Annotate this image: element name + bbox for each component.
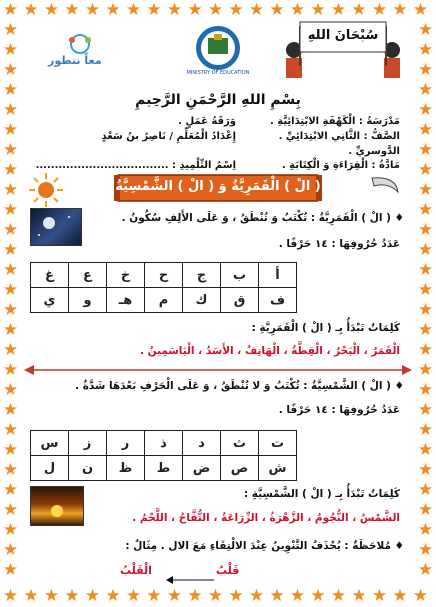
solar-words: الشَّمْسُ ، النُّجُومُ ، الزَّهْرَةُ ، الزِّرَاعَةُ ، التُّفَّاحُ ، اللَّحْمُ .: [132, 512, 400, 524]
star-icon: ★: [166, 586, 183, 606]
star-icon: ★: [412, 586, 429, 606]
star-icon: ★: [417, 220, 434, 240]
star-icon: ★: [125, 586, 142, 606]
star-icon: ★: [289, 586, 306, 606]
letter-cell: و: [69, 288, 107, 313]
star-icon: ★: [2, 586, 19, 606]
basmala: بِسْمِ اللهِ الرَّحْمَنِ الرَّحِيمِ: [135, 92, 301, 108]
letter-cell: ر: [107, 431, 145, 456]
letter-cell: ض: [183, 456, 221, 481]
star-icon: ★: [417, 300, 434, 320]
star-icon: ★: [105, 0, 121, 20]
letter-cell: غ: [31, 263, 69, 288]
star-icon: ★: [2, 440, 19, 460]
star-icon: ★: [2, 20, 19, 40]
lunar-rule: ♦ ( الْ ) الْقَمَرِيَّةُ : تُكْتَبُ وَ تُنْطَقُ ، وَ عَلَى الأَلِفِ سُكُونٌ .: [121, 212, 404, 224]
letter-cell: م: [145, 288, 183, 313]
star-icon: ★: [2, 40, 19, 60]
solar-rule: ♦ ( الْ ) الشَّمْسِيَّةُ : تُكْتَبُ وَ لا تُنْطَقُ ، وَ عَلَى الْحَرْفِ بَعْدَهَا شَدَّةٌ .: [75, 380, 404, 392]
letter-cell: خ: [107, 263, 145, 288]
star-icon: ★: [2, 200, 19, 220]
prepared-by: إِعْدَادُ الْمُعَلِّمِ / نَاصِرُ بنُ سَعْدٍ: [101, 131, 236, 142]
star-icon: ★: [371, 586, 388, 606]
letter-cell: هـ: [107, 288, 145, 313]
letter-cell: ل: [31, 456, 69, 481]
star-icon: ★: [417, 360, 434, 380]
letter-cell: ن: [69, 456, 107, 481]
star-icon: ★: [417, 140, 434, 160]
star-icon: ★: [417, 420, 434, 440]
letter-cell: س: [31, 431, 69, 456]
star-icon: ★: [417, 120, 434, 140]
moon-icon: [366, 174, 402, 204]
letter-cell: ق: [221, 288, 259, 313]
star-icon: ★: [417, 40, 434, 60]
letter-cell: أ: [259, 263, 297, 288]
table-row: [31, 288, 297, 313]
lunar-letters-table: [30, 262, 297, 313]
star-icon: ★: [417, 280, 434, 300]
star-icon: ★: [392, 0, 408, 20]
star-icon: ★: [2, 460, 19, 480]
section-divider: [24, 362, 412, 376]
solar-words-label: كَلِمَاتٌ تَبْدَأُ بِـ ( الْ ) الشَّمْسِيَّةِ :: [243, 488, 400, 500]
letter-cell: ث: [221, 431, 259, 456]
logo-maan-natatawar: [40, 30, 120, 70]
star-icon: ★: [2, 380, 19, 400]
star-icon: ★: [64, 586, 80, 606]
star-icon: ★: [248, 0, 265, 20]
star-icon: ★: [2, 340, 19, 360]
star-icon: ★: [417, 160, 434, 180]
star-icon: ★: [2, 0, 19, 20]
star-icon: ★: [330, 586, 347, 606]
star-icon: ★: [105, 586, 121, 606]
star-icon: ★: [417, 400, 434, 420]
table-row: [31, 431, 297, 456]
star-icon: ★: [2, 540, 19, 560]
star-icon: ★: [2, 240, 19, 260]
night-sky-image: [30, 208, 82, 246]
letter-cell: ص: [221, 456, 259, 481]
star-icon: ★: [2, 500, 19, 520]
lunar-count: عَدَدُ حُرُوفِهَا : ١٤ حَرْفًا .: [278, 238, 400, 250]
star-icon: ★: [2, 480, 19, 500]
school-name: مَدْرَسَةُ : الْكَهْفَةِ الابْتِدَائِيَّةِ .: [269, 116, 400, 127]
star-icon: ★: [2, 420, 19, 440]
star-icon: ★: [417, 540, 434, 560]
star-icon: ★: [417, 560, 434, 580]
star-icon: ★: [417, 460, 434, 480]
star-icon: ★: [248, 586, 265, 606]
star-icon: ★: [417, 20, 434, 40]
star-icon: ★: [43, 586, 60, 606]
student-name-field[interactable]: اِسْمُ التِّلْمِيذِ : ...................................: [35, 160, 236, 171]
letter-cell: ظ: [107, 456, 145, 481]
star-icon: ★: [207, 0, 224, 20]
star-icon: ★: [412, 0, 429, 20]
sunset-image: [30, 486, 84, 526]
solar-count: عَدَدُ حُرُوفِهَا : ١٤ حَرْفًا .: [278, 404, 400, 416]
lunar-words-label: كَلِمَاتٌ تَبْدَأُ بِـ ( الْ ) الْقَمَرِيَّةِ :: [251, 322, 400, 334]
letter-cell: ط: [145, 456, 183, 481]
star-icon: ★: [417, 520, 434, 540]
solar-letters-table: [30, 430, 297, 481]
star-icon: ★: [2, 520, 19, 540]
star-icon: ★: [23, 586, 39, 606]
letter-cell: ع: [69, 263, 107, 288]
subject: مَادَّةُ : الْقِرَاءَةِ وَ الْكِتَابَةِ .: [281, 160, 400, 171]
star-icon: ★: [207, 586, 224, 606]
note-text: ♦ مُلاحَظَةٌ : يُحْذَفُ التَّنْوِينُ عِنْدَ الالْتِقَاءِ مَعَ الال . مِثَالٌ :: [125, 540, 404, 552]
star-icon: ★: [2, 80, 19, 100]
star-icon: ★: [417, 440, 434, 460]
star-icon: ★: [2, 400, 19, 420]
letter-cell: ت: [259, 431, 297, 456]
note-example-to: الْقَلْبُ: [120, 564, 152, 577]
star-icon: ★: [371, 0, 388, 20]
star-icon: ★: [417, 480, 434, 500]
star-icon: ★: [228, 586, 244, 606]
sun-icon: [28, 172, 64, 208]
star-icon: ★: [417, 60, 434, 80]
star-icon: ★: [392, 586, 408, 606]
star-icon: ★: [289, 0, 306, 20]
star-icon: ★: [417, 240, 434, 260]
star-icon: ★: [64, 0, 80, 20]
letter-cell: ز: [69, 431, 107, 456]
note-example-from: قَلْبٌ: [216, 564, 240, 577]
star-icon: ★: [2, 300, 19, 320]
star-icon: ★: [417, 320, 434, 340]
star-icon: ★: [351, 586, 367, 606]
star-icon: ★: [351, 0, 367, 20]
star-icon: ★: [2, 60, 19, 80]
letter-cell: ج: [183, 263, 221, 288]
star-icon: ★: [2, 100, 19, 120]
star-icon: ★: [2, 320, 19, 340]
logo-text: معاً نتطور: [48, 54, 102, 67]
star-icon: ★: [23, 0, 39, 20]
star-icon: ★: [2, 120, 19, 140]
arrow-left-icon: [166, 570, 214, 580]
letter-cell: د: [183, 431, 221, 456]
star-icon: ★: [84, 586, 101, 606]
star-icon: ★: [417, 80, 434, 100]
letter-cell: ش: [259, 456, 297, 481]
letter-cell: ح: [145, 263, 183, 288]
star-icon: ★: [84, 0, 101, 20]
letter-cell: ب: [221, 263, 259, 288]
worksheet-label: وَرَقَةُ عَمَلٍ .: [178, 116, 236, 127]
star-icon: ★: [417, 260, 434, 280]
star-icon: ★: [310, 0, 326, 20]
star-icon: ★: [417, 180, 434, 200]
star-icon: ★: [146, 586, 162, 606]
star-icon: ★: [2, 360, 19, 380]
star-icon: ★: [269, 586, 285, 606]
star-icon: ★: [187, 586, 203, 606]
table-row: [31, 263, 297, 288]
star-icon: ★: [310, 586, 326, 606]
lunar-words: الْقَمَرُ ، الْبَحْرُ ، الْقِطَّةُ ، الْهَاتِفُ ، الأَسَدُ ، الْيَاسَمِينُ .: [140, 345, 400, 357]
star-icon: ★: [125, 0, 142, 20]
table-row: [31, 456, 297, 481]
star-icon: ★: [269, 0, 285, 20]
star-icon: ★: [43, 0, 60, 20]
title-banner: [110, 173, 326, 203]
banner-title: ( الْ ) الْقَمَرِيَّةُ وَ ( الْ ) الشَّمْسِيَّةُ: [115, 179, 321, 194]
star-icon: ★: [2, 180, 19, 200]
star-icon: ★: [187, 0, 203, 20]
letter-cell: ك: [183, 288, 221, 313]
star-icon: ★: [166, 0, 183, 20]
star-icon: ★: [2, 140, 19, 160]
letter-cell: ي: [31, 288, 69, 313]
star-icon: ★: [417, 340, 434, 360]
star-icon: ★: [2, 260, 19, 280]
subhanallah-illustration: [278, 16, 408, 84]
star-icon: ★: [146, 0, 162, 20]
star-icon: ★: [2, 280, 19, 300]
letter-cell: ذ: [145, 431, 183, 456]
star-icon: ★: [417, 200, 434, 220]
letter-cell: ف: [259, 288, 297, 313]
star-icon: ★: [2, 560, 19, 580]
teacher-surname: الدَّوسريِّ .: [348, 146, 400, 157]
star-icon: ★: [330, 0, 347, 20]
star-icon: ★: [417, 100, 434, 120]
star-icon: ★: [417, 380, 434, 400]
ministry-logo: [186, 22, 250, 80]
star-icon: ★: [228, 0, 244, 20]
grade: الصَّفُّ : الثَّانِي الابْتِدَائِيِّ .: [278, 131, 400, 142]
ministry-text: MINISTRY OF EDUCATION: [186, 70, 250, 76]
star-icon: ★: [417, 500, 434, 520]
subhanallah-text: سُبْحَانَ اللهِ: [307, 28, 379, 43]
star-icon: ★: [2, 160, 19, 180]
star-icon: ★: [2, 220, 19, 240]
